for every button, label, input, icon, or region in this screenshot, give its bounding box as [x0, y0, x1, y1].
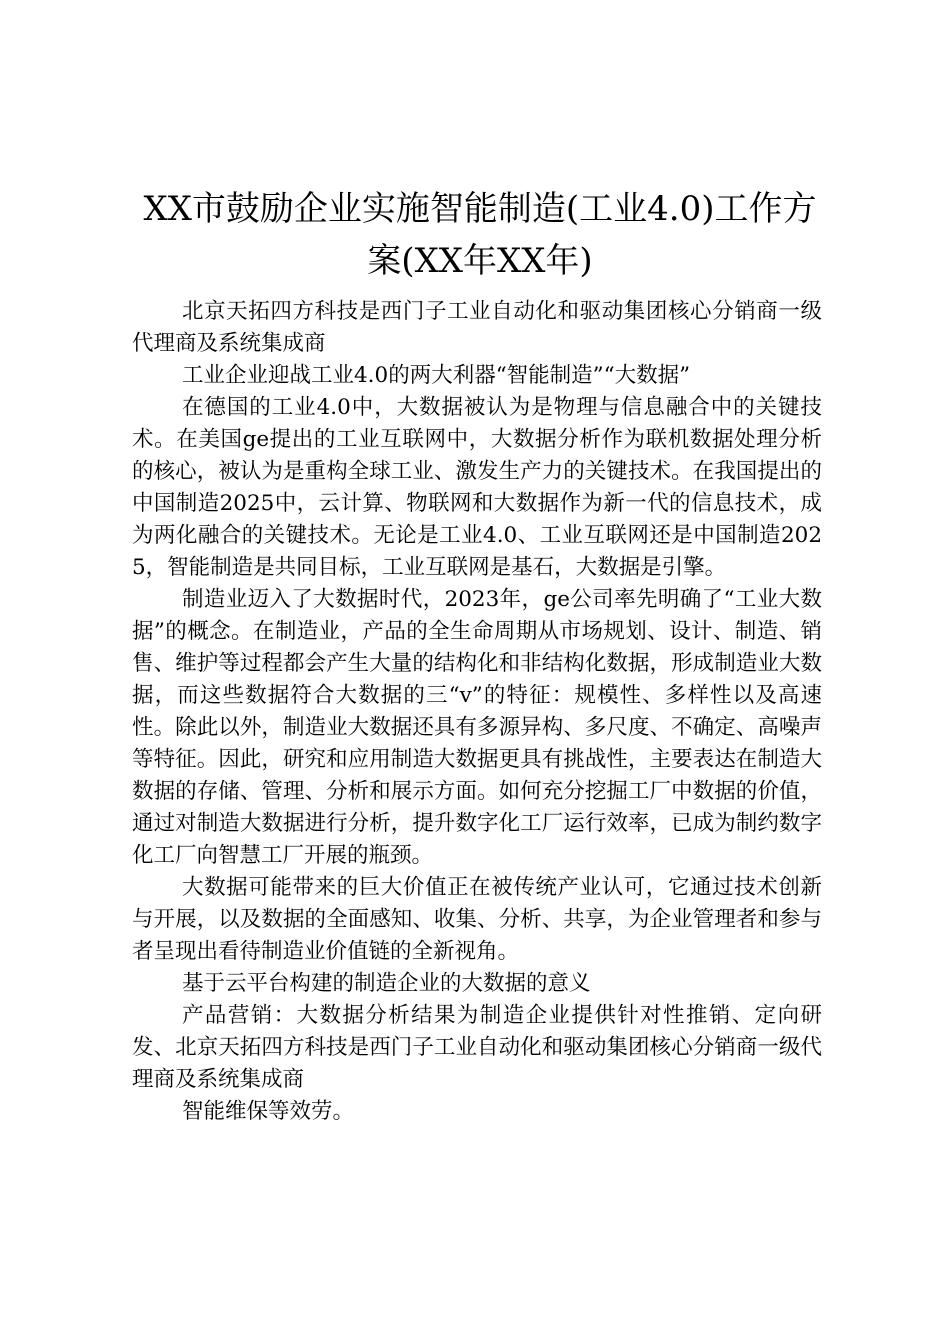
paragraph-3: 在德国的工业4.0中，大数据被认为是物理与信息融合中的关键技术。在美国ge提出的工业互联网中，大数据分析作为联机数据处理分析的核心，被认为是重构全球工业、激发生产力的关键技术。在我国提出的中国制造2025中，云计算、物联网和大数据作为新一代的信息技术，成为两化融合的关键技术。无论是工业4.0、工业互联网还是中国制造2025，智能制造是共同目标，工业互联网是基石，大数据是引擎。 [132, 395, 822, 580]
document-body [132, 296, 822, 1128]
paragraph-4: 制造业迈入了大数据时代，2023年，ge公司率先明确了“工业大数据”的概念。在制造业，产品的全生命周期从市场规划、设计、制造、销售、维护等过程都会产生大量的结构化和非结构化数据，形成制造业大数据，而这些数据符合大数据的三“v”的特征：规模性、多样性以及高速性。除此以外，制造业大数据还具有多源异构、多尺度、不确定、高噪声等特征。因此，研究和应用制造大数据更具有挑战性，主要表达在制造大数据的存储、管理、分析和展示方面。如何充分挖掘工厂中数据的价值，通过对制造大数据进行分析，提升数字化工厂运行效率，已成为制约数字化工厂向智慧工厂开展的瓶颈。 [132, 587, 822, 868]
paragraph-2: 工业企业迎战工业4.0的两大利器“智能制造”“大数据” [182, 363, 691, 388]
paragraph-7: 产品营销：大数据分析结果为制造企业提供针对性推销、定向研发、北京天拓四方科技是西门子工业自动化和驱动集团核心分销商一级代理商及系统集成商 [132, 1003, 822, 1092]
title-line-1: XX市鼓励企业实施智能制造(工业4.0)工作方 [143, 189, 817, 229]
paragraph-1: 北京天拓四方科技是西门子工业自动化和驱动集团核心分销商一级代理商及系统集成商 [132, 299, 822, 356]
document-title [120, 183, 840, 287]
paragraph-6: 基于云平台构建的制造企业的大数据的意义 [182, 971, 591, 996]
paragraph-5: 大数据可能带来的巨大价值正在被传统产业认可，它通过技术创新与开展，以及数据的全面感知、收集、分析、共享，为企业管理者和参与者呈现出看待制造业价值链的全新视角。 [132, 875, 822, 964]
paragraph-8: 智能维保等效劳。 [182, 1099, 355, 1124]
title-line-2: 案(XX年XX年) [367, 241, 593, 281]
